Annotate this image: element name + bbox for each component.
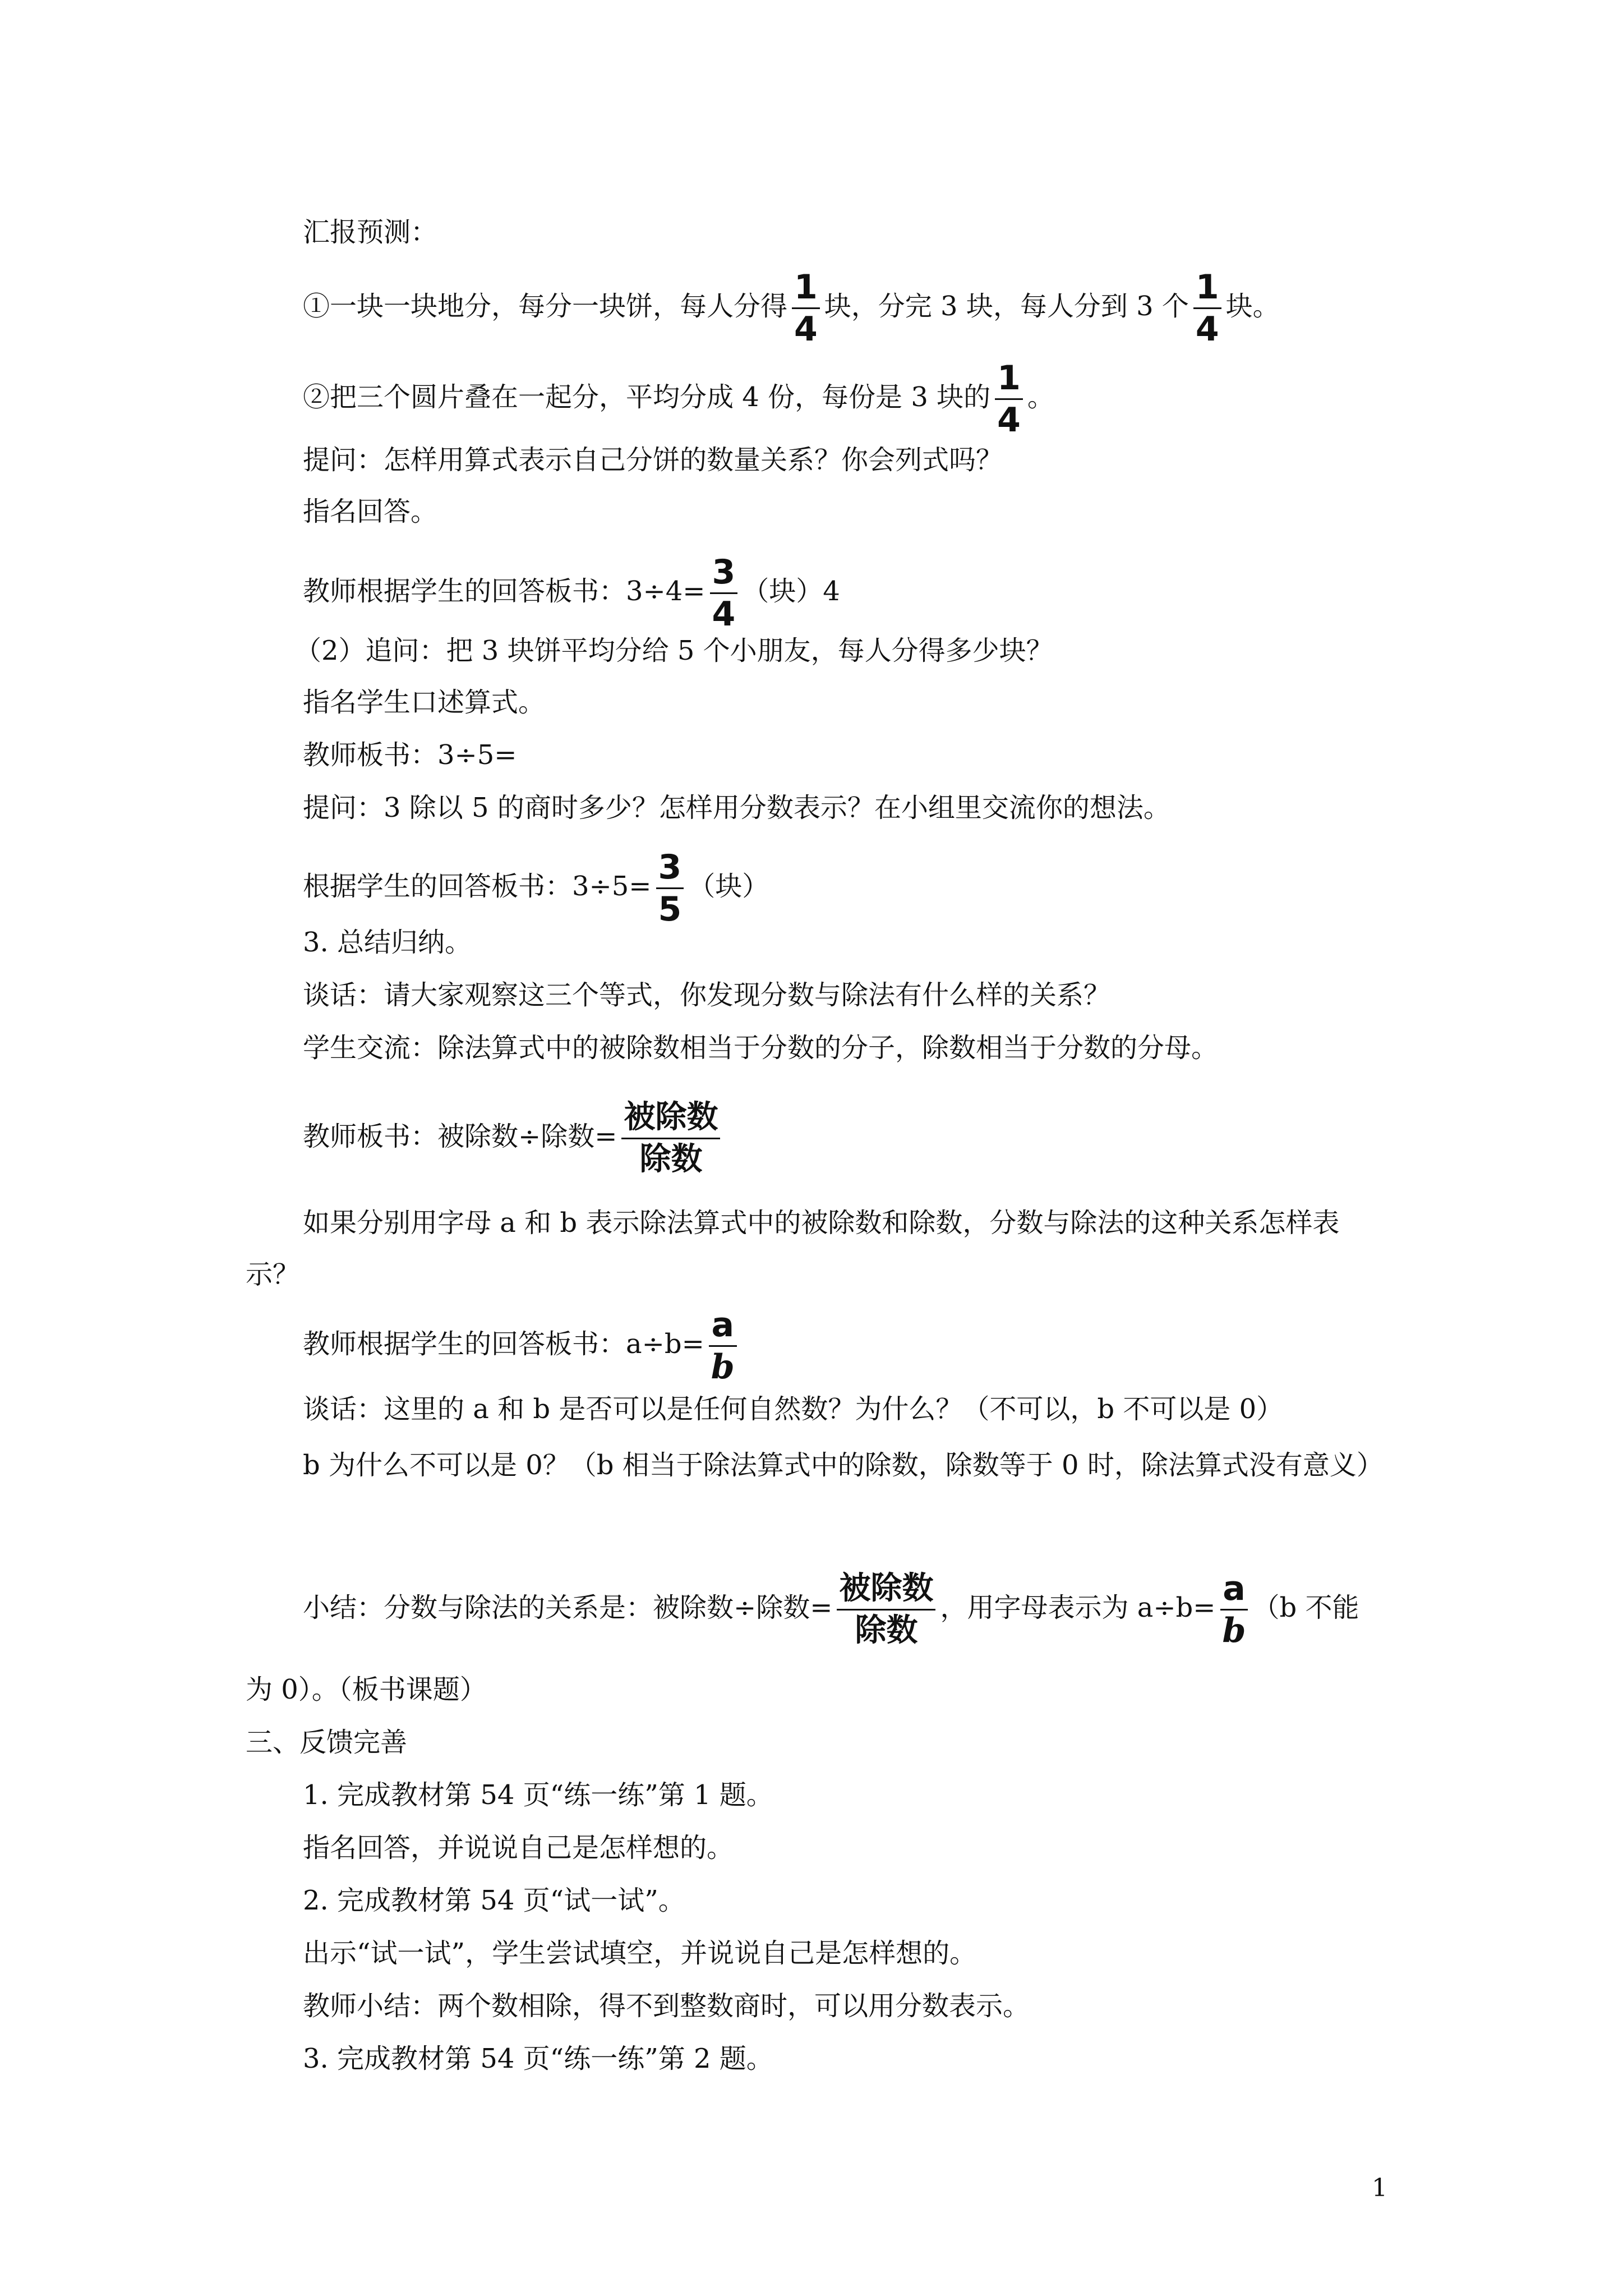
answer-line (303, 495, 437, 528)
exercise-two-line (303, 1884, 685, 1917)
fraction-one-quarter: $\frac{1}{4}$ (1193, 269, 1221, 347)
text: 三、反馈完善 (246, 1727, 408, 1758)
text: b 为什么不可以是 0？（b 相当于除法算式中的除数，除数等于 0 时，除法算式没有意义） (303, 1450, 1384, 1481)
follow-up-question-line (294, 634, 1053, 668)
text: 3. 完成教材第 54 页“练一练”第 2 题。 (303, 2043, 773, 2074)
fraction-a-over-b: $\frac{a}{b}$ (1220, 1571, 1248, 1649)
text: 谈话：这里的 a 和 b 是否可以是任何自然数？为什么？（不可以，b 不可以是 0） (303, 1393, 1284, 1425)
text: 汇报预测： (303, 217, 438, 248)
text: 教师根据学生的回答板书：a÷b= (303, 1328, 704, 1360)
text: 1. 完成教材第 54 页“练一练”第 1 题。 (303, 1779, 773, 1811)
letters-question-paragraph (246, 1197, 1384, 1300)
text: 块，分完 3 块，每人分到 3 个 (824, 291, 1189, 322)
text: 教师小结：两个数相除，得不到整数商时，可以用分数表示。 (303, 1990, 1030, 2022)
board-3-div-5-line (303, 738, 517, 772)
text: 根据学生的回答板书：3÷5= (303, 871, 652, 902)
conclusion-continuation-line (246, 1673, 487, 1706)
text: 指名回答。 (303, 496, 438, 527)
board-3-fifths-line (303, 849, 769, 927)
text: 2. 完成教材第 54 页“试一试”。 (303, 1885, 685, 1916)
exercise-one-answer-line (303, 1831, 734, 1865)
talk-line (303, 978, 1110, 1012)
text: 提问：怎样用算式表示自己分饼的数量关系？你会列式吗？ (303, 444, 1003, 476)
text: 谈话：请大家观察这三个等式，你发现分数与除法有什么样的关系？ (303, 979, 1111, 1011)
text: 。 (1027, 381, 1054, 413)
question-line (303, 443, 1003, 477)
oral-statement-line (303, 685, 545, 719)
method-two-line (303, 360, 1054, 438)
section-three-heading (246, 1726, 407, 1759)
fraction-dividend-over-divisor: $\frac{\text{被除数}}{\text{除数}}$ (837, 1571, 935, 1649)
b-not-zero-paragraph (246, 1439, 1384, 1491)
fraction-a-over-b: $\frac{a}{b}$ (709, 1307, 737, 1385)
text: 指名学生口述算式。 (303, 687, 546, 718)
text: 出示“试一试”，学生尝试填空，并说说自己是怎样想的。 (303, 1938, 977, 1969)
conclusion-line (303, 1571, 1359, 1649)
text: ①一块一块地分，每分一块饼，每人分得 (303, 291, 788, 322)
fraction-one-quarter: $\frac{1}{4}$ (792, 269, 820, 347)
text: （2）追问：把 3 块饼平均分给 5 个小朋友，每人分得多少块？ (294, 635, 1053, 666)
text: 教师板书：被除数÷除数= (303, 1121, 617, 1152)
text: 小结：分数与除法的关系是：被除数÷除数= (303, 1592, 833, 1623)
exercise-one-line (303, 1778, 773, 1812)
teacher-summary-line (303, 1989, 1030, 2023)
board-a-div-b-line (303, 1307, 741, 1385)
text: 教师根据学生的回答板书：3÷4= (303, 576, 706, 607)
text: 指名回答，并说说自己是怎样想的。 (303, 1832, 734, 1864)
page-number: 1 (1372, 2174, 1387, 2202)
text: 提问：3 除以 5 的商时多少？怎样用分数表示？在小组里交流你的想法。 (303, 792, 1170, 823)
student-exchange-line (303, 1031, 1218, 1065)
report-prediction-heading (303, 215, 437, 249)
fraction-three-fifths: $\frac{3}{5}$ (656, 849, 684, 927)
board-3-div-4-line (303, 554, 840, 632)
text: 如果分别用字母 a 和 b 表示除法算式中的被除数和除数，分数与除法的这种关系怎样表示？ (246, 1207, 1340, 1290)
question-quotient-line (303, 791, 1170, 825)
text: （块）4 (742, 576, 840, 607)
natural-number-talk-line (303, 1392, 1283, 1426)
text: ，用字母表示为 a÷b= (940, 1592, 1216, 1623)
text: （b 不能 (1252, 1592, 1359, 1623)
fraction-three-quarters: $\frac{3}{4}$ (710, 554, 738, 632)
method-one-line (303, 269, 1280, 347)
text: ②把三个圆片叠在一起分，平均分成 4 份，每份是 3 块的 (303, 381, 991, 413)
text: （块） (688, 871, 769, 902)
board-dividend-line (303, 1099, 725, 1177)
text: 教师板书：3÷5= (303, 739, 517, 771)
try-it-line (303, 1936, 976, 1970)
text: 为 0）。（板书课题） (246, 1674, 487, 1705)
fraction-one-quarter: $\frac{1}{4}$ (995, 360, 1023, 438)
text: 3. 总结归纳。 (303, 927, 472, 958)
text: 学生交流：除法算式中的被除数相当于分数的分子，除数相当于分数的分母。 (303, 1032, 1219, 1064)
exercise-three-line (303, 2042, 773, 2076)
text: 块。 (1225, 291, 1280, 322)
fraction-dividend-over-divisor: $\frac{\text{被除数}}{\text{除数}}$ (621, 1099, 720, 1177)
summary-heading (303, 926, 472, 959)
